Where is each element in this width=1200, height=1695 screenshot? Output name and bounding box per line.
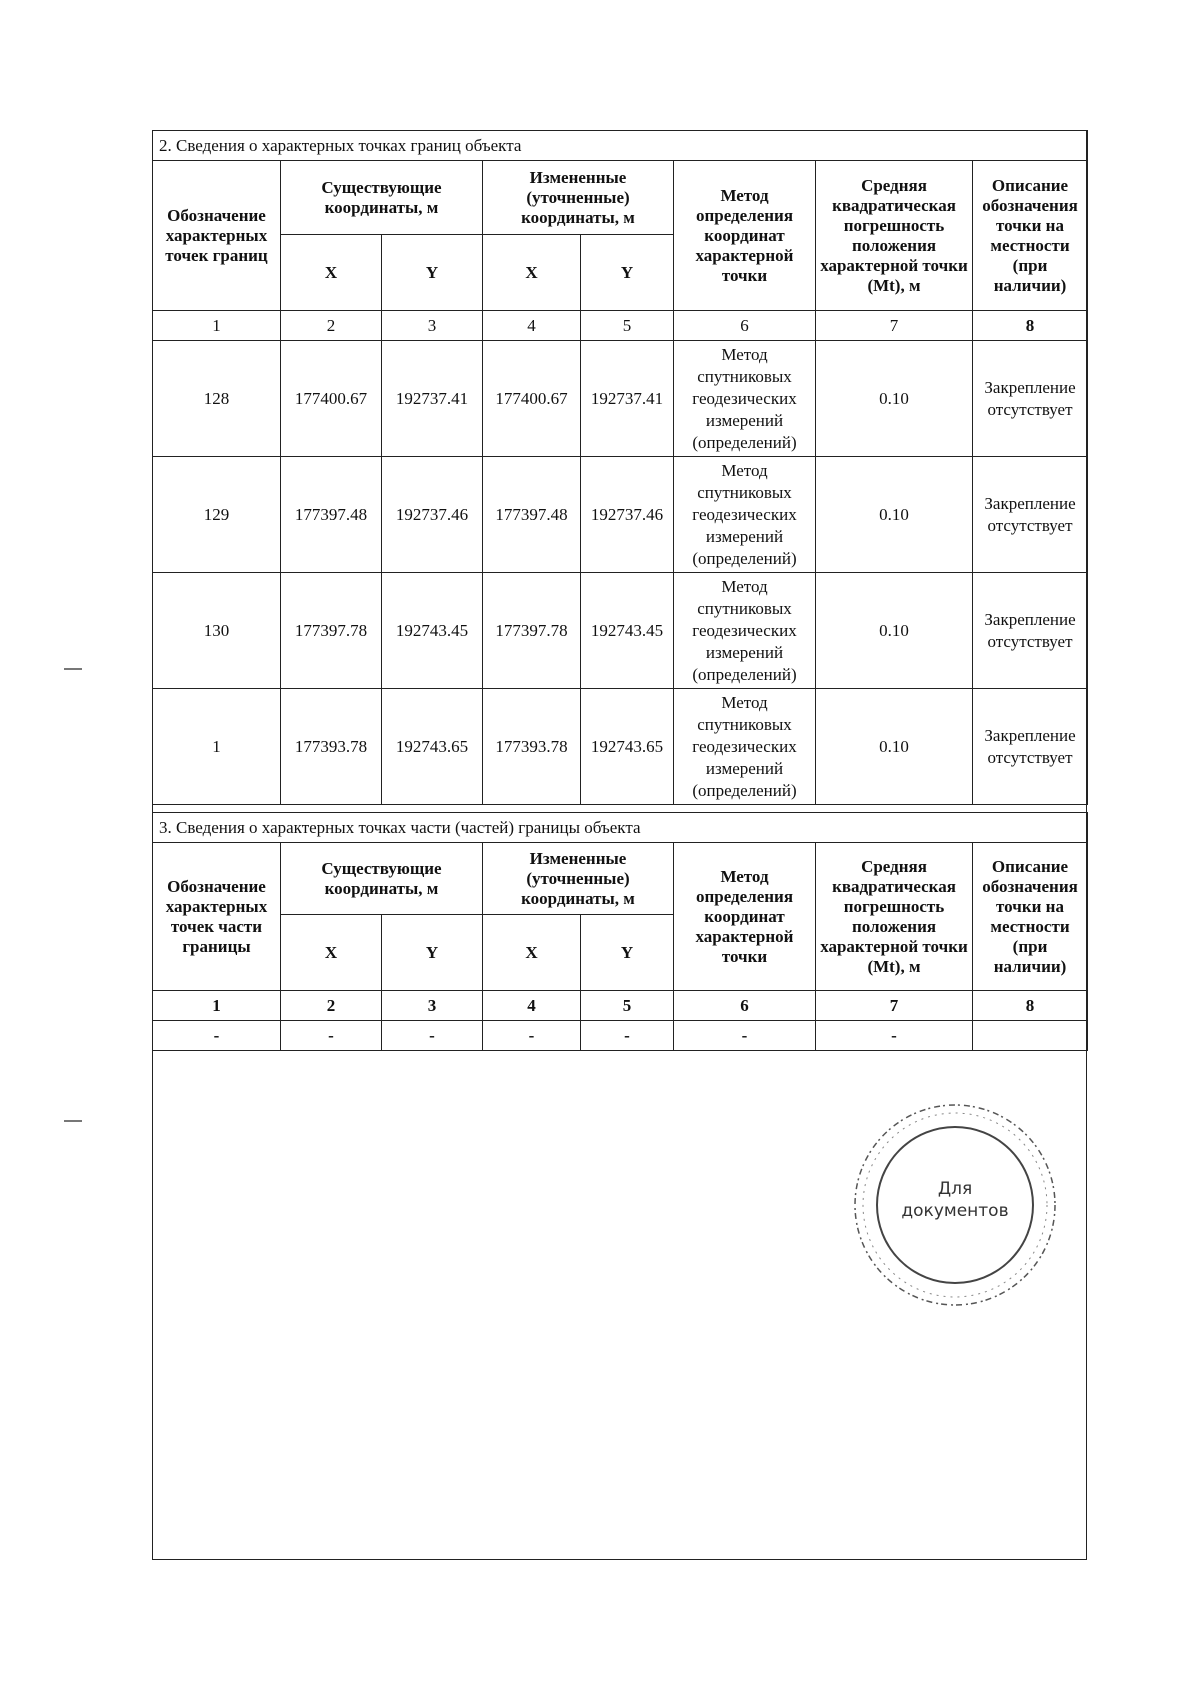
header-changed-y: Y (581, 915, 674, 991)
header-error: Средняя квадратическая погрешность положения характерной точки (Mt), м (816, 161, 973, 311)
col-number: 6 (674, 991, 816, 1021)
col-number: 7 (816, 991, 973, 1021)
header-existing-x: X (281, 915, 382, 991)
col-number: 5 (581, 311, 674, 341)
existing-y: 192737.41 (382, 341, 483, 457)
col-number: 8 (973, 991, 1088, 1021)
col-number: 3 (382, 991, 483, 1021)
changed-y: 192743.65 (581, 689, 674, 805)
header-error: Средняя квадратическая погрешность положения характерной точки (Mt), м (816, 843, 973, 991)
method: Метод спутниковых геодезических измерений (определений) (674, 689, 816, 805)
existing-y: 192743.45 (382, 573, 483, 689)
empty-cell: - (816, 1021, 973, 1051)
scan-mark (64, 1120, 82, 1122)
empty-cell: - (382, 1021, 483, 1051)
col-number: 4 (483, 991, 581, 1021)
header-designation: Обозначение характерных точек границ (153, 161, 281, 311)
error-mt: 0.10 (816, 457, 973, 573)
error-mt: 0.10 (816, 341, 973, 457)
col-number: 3 (382, 311, 483, 341)
changed-x: 177400.67 (483, 341, 581, 457)
point-id: 129 (153, 457, 281, 573)
header-existing-y: Y (382, 235, 483, 311)
error-mt: 0.10 (816, 573, 973, 689)
scan-mark (64, 668, 82, 670)
boundary-points-table (152, 130, 1088, 805)
header-existing-y: Y (382, 915, 483, 991)
method: Метод спутниковых геодезических измерений (определений) (674, 573, 816, 689)
col-number: 2 (281, 991, 382, 1021)
header-changed-x: X (483, 915, 581, 991)
header-changed-x: X (483, 235, 581, 311)
changed-x: 177397.48 (483, 457, 581, 573)
description: Закрепление отсутствует (973, 457, 1088, 573)
empty-cell: - (281, 1021, 382, 1051)
section2-title: 2. Сведения о характерных точках границ объекта (153, 131, 1088, 161)
col-number: 8 (973, 311, 1088, 341)
changed-y: 192743.45 (581, 573, 674, 689)
table-row (153, 457, 1088, 573)
point-id: 128 (153, 341, 281, 457)
stamp-text-line1: Для (937, 1179, 973, 1199)
header-changed-coords: Измененные (уточненные) координаты, м (483, 161, 674, 235)
header-existing-coords: Существующие координаты, м (281, 843, 483, 915)
changed-x: 177397.78 (483, 573, 581, 689)
changed-y: 192737.41 (581, 341, 674, 457)
col-number: 6 (674, 311, 816, 341)
col-number: 2 (281, 311, 382, 341)
existing-y: 192743.65 (382, 689, 483, 805)
header-method: Метод определения координат характерной точки (674, 161, 816, 311)
empty-cell: - (674, 1021, 816, 1051)
table-row (153, 1021, 1088, 1051)
stamp-label (850, 1178, 1060, 1222)
table-row (153, 689, 1088, 805)
existing-x: 177393.78 (281, 689, 382, 805)
header-method: Метод определения координат характерной точки (674, 843, 816, 991)
section3-title: 3. Сведения о характерных точках части (частей) границы объекта (153, 813, 1088, 843)
existing-x: 177397.48 (281, 457, 382, 573)
stamp-text-line2: документов (901, 1201, 1009, 1221)
existing-y: 192737.46 (382, 457, 483, 573)
header-description: Описание обозначения точки на местности (при наличии) (973, 843, 1088, 991)
method: Метод спутниковых геодезических измерений (определений) (674, 457, 816, 573)
point-id: 130 (153, 573, 281, 689)
table-row (153, 341, 1088, 457)
col-number: 1 (153, 311, 281, 341)
existing-x: 177397.78 (281, 573, 382, 689)
empty-cell: - (483, 1021, 581, 1051)
col-number: 4 (483, 311, 581, 341)
header-changed-y: Y (581, 235, 674, 311)
description: Закрепление отсутствует (973, 689, 1088, 805)
table-row (153, 573, 1088, 689)
description: Закрепление отсутствует (973, 573, 1088, 689)
header-changed-coords: Измененные (уточненные) координаты, м (483, 843, 674, 915)
header-existing-x: X (281, 235, 382, 311)
empty-cell (973, 1021, 1088, 1051)
header-existing-coords: Существующие координаты, м (281, 161, 483, 235)
error-mt: 0.10 (816, 689, 973, 805)
boundary-part-points-table (152, 812, 1088, 1051)
existing-x: 177400.67 (281, 341, 382, 457)
description: Закрепление отсутствует (973, 341, 1088, 457)
empty-cell: - (581, 1021, 674, 1051)
changed-y: 192737.46 (581, 457, 674, 573)
empty-cell: - (153, 1021, 281, 1051)
header-designation: Обозначение характерных точек части границы (153, 843, 281, 991)
point-id: 1 (153, 689, 281, 805)
col-number: 5 (581, 991, 674, 1021)
col-number: 1 (153, 991, 281, 1021)
changed-x: 177393.78 (483, 689, 581, 805)
header-description: Описание обозначения точки на местности (при наличии) (973, 161, 1088, 311)
col-number: 7 (816, 311, 973, 341)
method: Метод спутниковых геодезических измерений (определений) (674, 341, 816, 457)
